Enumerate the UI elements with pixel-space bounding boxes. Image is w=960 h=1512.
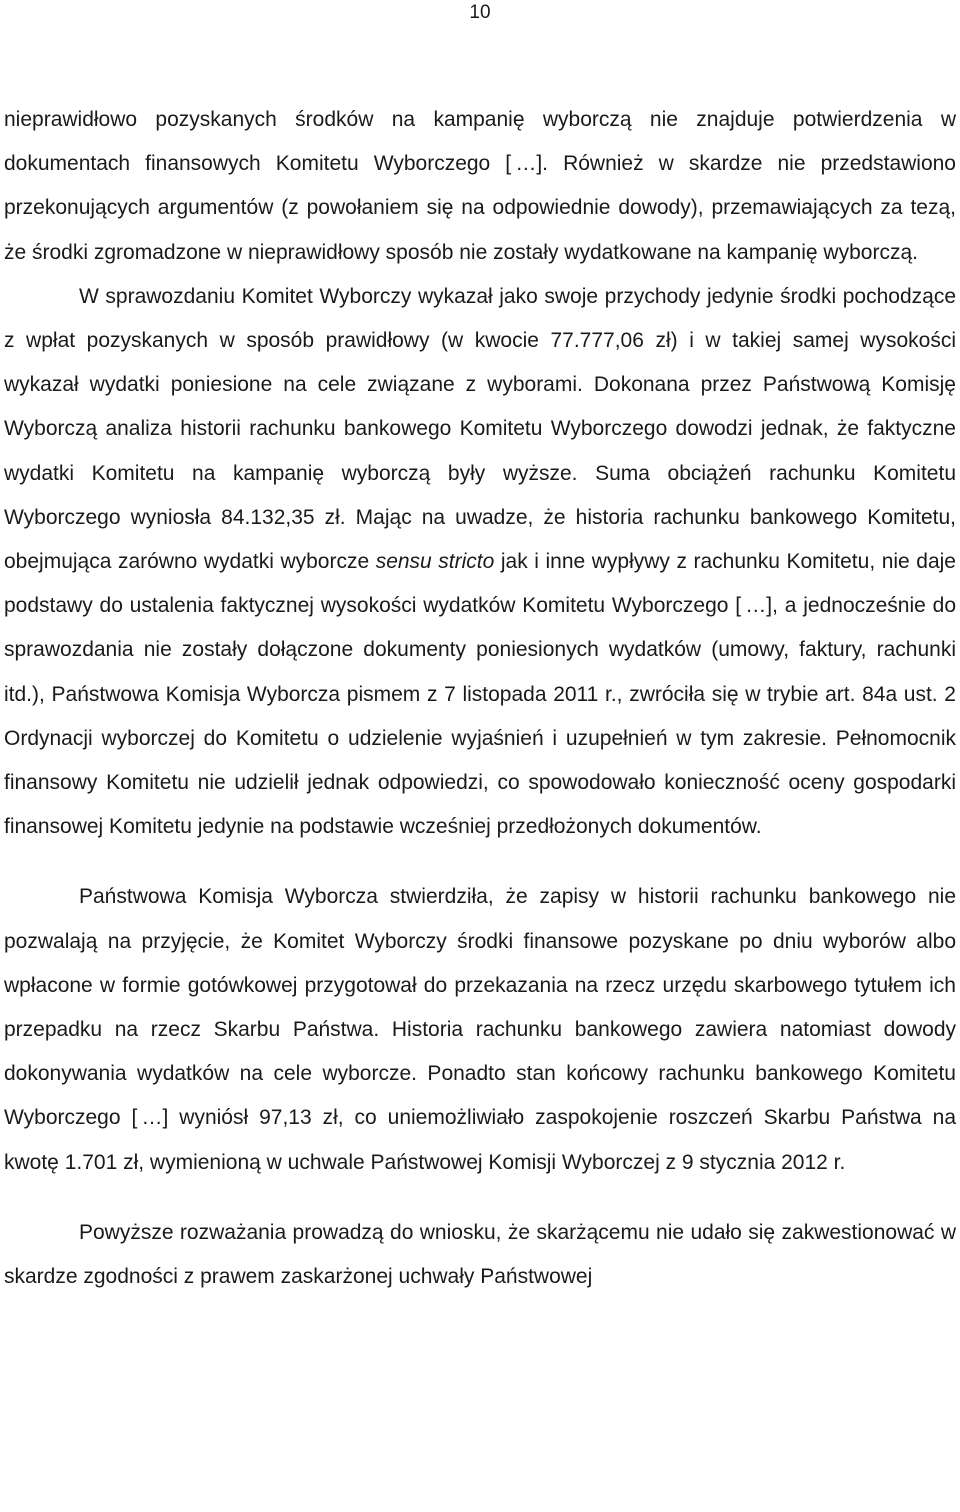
italic-term-sensu-stricto: sensu stricto [375,550,495,574]
paragraph-4-text: Powyższe rozważania prowadzą do wniosku, że skarżącemu nie udało się zakwestionować w skardze zgodności z prawem zaskarżonej uchwały Państwowej [4,1220,956,1289]
paragraph-4 [4,1211,956,1299]
document-body [4,98,956,1299]
paragraph-1 [4,98,956,275]
page-number: 10 [469,2,491,23]
paragraph-gap [4,849,956,875]
paragraph-3 [4,875,956,1184]
paragraph-3-text: Państwowa Komisja Wyborcza stwierdziła, że zapisy w historii rachunku bankowego nie pozwalają na przyjęcie, że Komitet Wyborczy środki finansowe pozyskane po dniu wyborów albo wpłacone w formie gotówkowej przygotował do przekazania na rzecz urzędu skarbowego tytułem ich przepadku na rzecz Skarbu Państwa. Historia rachunku bankowego zawiera natomiast dowody dokonywania wydatków na cele wyborcze. Ponadto stan końcowy rachunku bankowego Komitetu Wyborczego [ …] wyniósł 97,13 zł, co uniemożliwiało zaspokojenie roszczeń Skarbu Państwa na kwotę 1.701 zł, wymienioną w uchwale Państwowej Komisji Wyborczej z 9 stycznia 2012 r. [4,885,956,1174]
paragraph-2-text-part-2: jak i inne wypływy z rachunku Komitetu, nie daje podstawy do ustalenia faktycznej wysokości wydatków Komitetu Wyborczego [ …], a jednocześnie do sprawozdania nie zostały dołączone dokumenty poniesionych wydatków (umowy, faktury, rachunki itd.), Państwowa Komisja Wyborcza pismem z 7 listopada 2011 r., zwróciła się w trybie art. 84a ust. 2 Ordynacji wyborczej do Komitetu o udzielenie wyjaśnień i uzupełnień w tym zakresie. Pełnomocnik finansowy Komitetu nie udzielił jednak odpowiedzi, co spowodowało konieczność oceny gospodarki finansowej Komitetu jedynie na podstawie wcześniej przedłożonych dokumentów. [4,550,956,839]
paragraph-2-text-part-1: W sprawozdaniu Komitet Wyborczy wykazał jako swoje przychody jedynie środki pochodzące z wpłat pozyskanych w sposób prawidłowy (w kwocie 77.777,06 zł) i w takiej samej wysokości wykazał wydatki poniesione na cele związane z wyborami. Dokonana przez Państwową Komisję Wyborczą analiza historii rachunku bankowego Komitetu Wyborczego dowodzi jednak, że faktyczne wydatki Komitetu na kampanię wyborczą były wyższe. Suma obciążeń rachunku Komitetu Wyborczego wyniosła 84.132,35 zł. Mając na uwadze, że historia rachunku bankowego Komitetu, obejmująca zarówno wydatki wyborcze [4,284,956,574]
paragraph-1-text: nieprawidłowo pozyskanych środków na kampanię wyborczą nie znajduje potwierdzenia w dokumentach finansowych Komitetu Wyborczego [ …]. Również w skardze nie przedstawiono przekonujących argumentów (z powołaniem się na odpowiednie dowody), przemawiających za tezą, że środki zgromadzone w nieprawidłowy sposób nie zostały wydatkowane na kampanię wyborczą. [4,108,956,264]
paragraph-gap [4,1185,956,1211]
paragraph-2 [4,275,956,850]
